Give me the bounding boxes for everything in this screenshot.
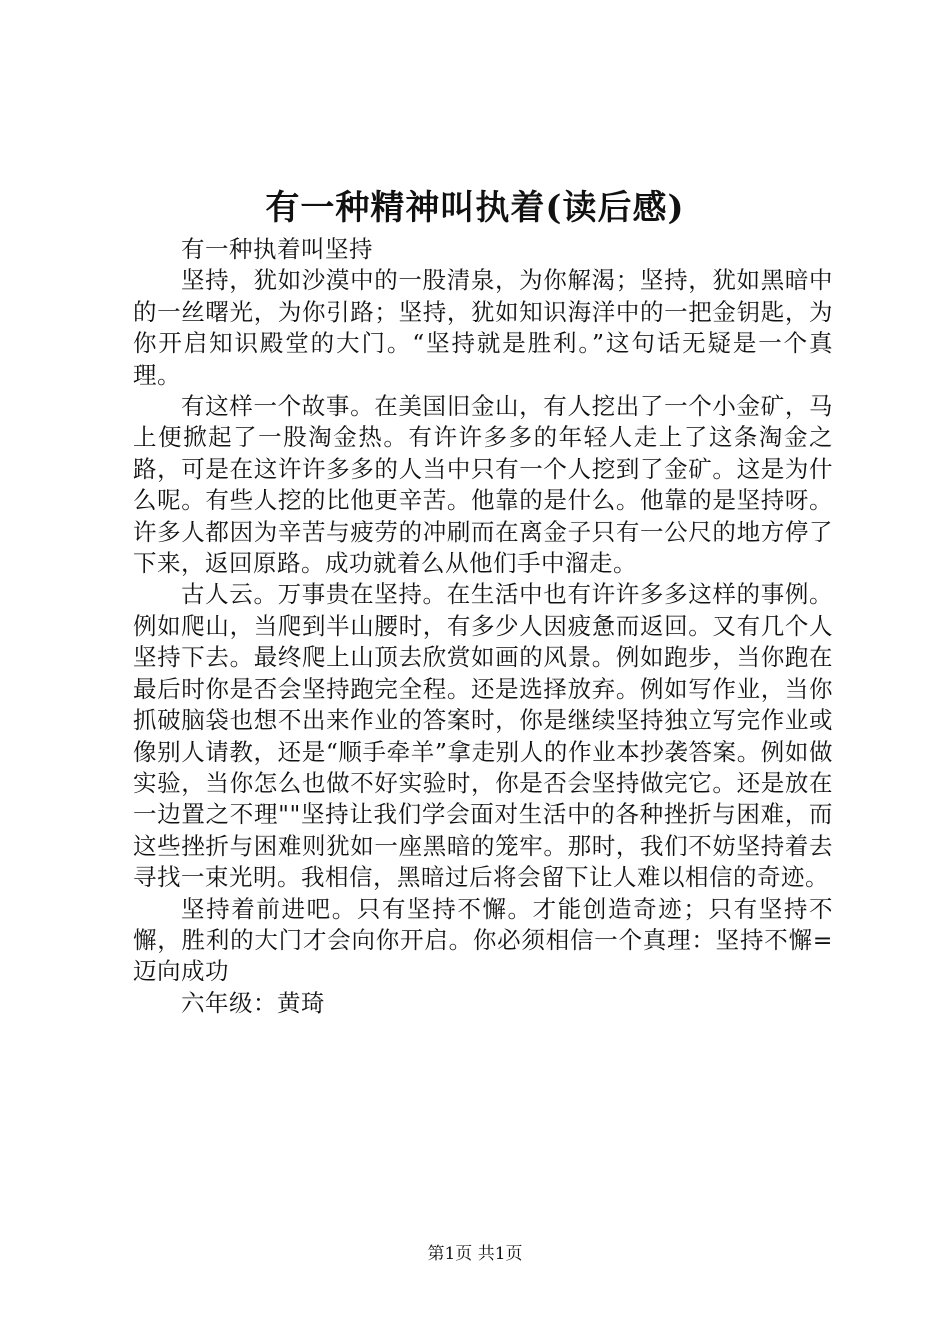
subtitle-paragraph: 有一种执着叫坚持 [181,235,373,263]
body-paragraph: 古人云。万事贵在坚持。在生活中也有许许多多这样的事例。例如爬山，当爬到半山腰时，有多少人因疲惫而返回。又有几个人坚持下去。最终爬上山顶去欣赏如画的风景。例如跑步，当你跑在最后时你是否会坚持跑完全程。还是选择放弃。例如写作业，当你抓破脑袋也想不出来作业的答案时，你是继续坚持独立写完作业或像别人请教，还是“顺手牵羊”拿走别人的作业本抄袭答案。例如做实验，当你怎么也做不好实验时，你是否会坚持做完它。还是放在一边置之不理""坚持让我们学会面对生活中的各种挫折与困难，而这些挫折与困难则犹如一座黑暗的笼牢。那时，我们不妨坚持着去寻找一束光明。我相信，黑暗过后将会留下让人难以相信的奇迹。 [133,580,833,892]
document-title: 有一种精神叫执着(读后感) [265,188,685,228]
document-body [133,234,833,1019]
body-paragraph: 坚持着前进吧。只有坚持不懈。才能创造奇迹；只有坚持不懈，胜利的大门才会向你开启。你必须相信一个真理：坚持不懈=迈向成功 [133,894,833,986]
body-paragraph: 坚持，犹如沙漠中的一股清泉，为你解渴；坚持，犹如黑暗中的一丝曙光，为你引路；坚持，犹如知识海洋中的一把金钥匙，为你开启知识殿堂的大门。“坚持就是胜利。”这句话无疑是一个真理。 [133,266,833,389]
author-line: 六年级：黄琦 [181,988,325,1017]
page-footer: 第1页 共1页 [427,1244,523,1264]
body-paragraph: 有这样一个故事。在美国旧金山，有人挖出了一个小金矿，马上便掀起了一股淘金热。有许许多多的年轻人走上了这条淘金之路，可是在这许许多多的人当中只有一个人挖到了金矿。这是为什么呢。有些人挖的比他更辛苦。他靠的是什么。他靠的是坚持呀。许多人都因为辛苦与疲劳的冲刷而在离金子只有一公尺的地方停了下来，返回原路。成功就着么从他们手中溜走。 [133,392,833,578]
